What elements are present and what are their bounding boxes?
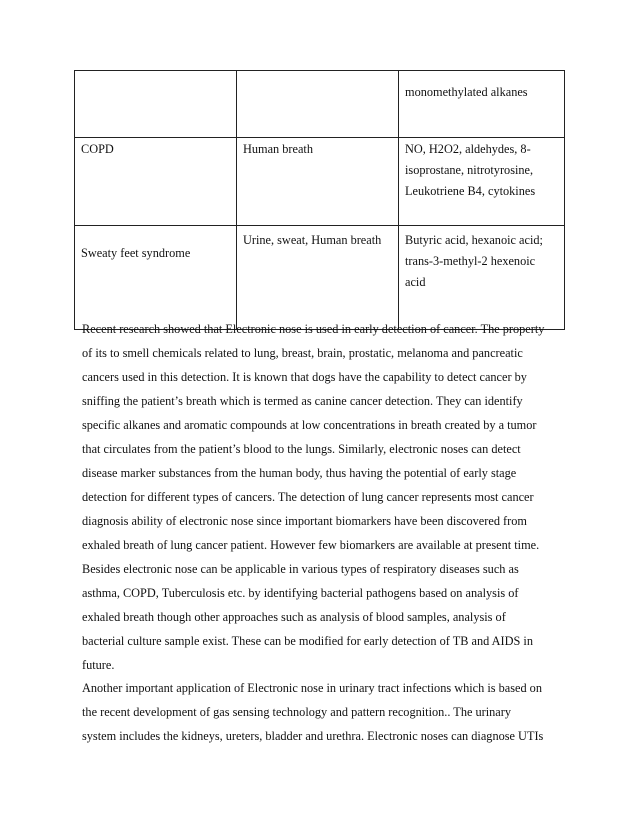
cell-line: monomethylated alkanes [405, 85, 528, 99]
table-cell-biomarkers [399, 226, 565, 330]
biomarker-table [74, 70, 565, 330]
paragraph-urinary-tract [82, 676, 562, 748]
cell-line: acid [405, 275, 426, 289]
text-line: asthma, COPD, Tuberculosis etc. by identifying bacterial pathogens based on analysis of [82, 586, 519, 600]
text-line: sniffing the patient’s breath which is termed as canine cancer detection. They can identify [82, 394, 523, 408]
table-cell-disease [75, 71, 237, 138]
table-row [75, 138, 565, 226]
table-cell-biomarkers [399, 71, 565, 138]
text-line: bacterial culture sample exist. These can be modified for early detection of TB and AIDS in [82, 634, 533, 648]
text-line: Besides electronic nose can be applicable in various types of respiratory diseases such as [82, 562, 519, 576]
cell-line: Leukotriene B4, cytokines [405, 184, 536, 198]
text-line: of its to smell chemicals related to lung, breast, brain, prostatic, melanoma and pancreatic [82, 346, 523, 360]
text-line: system includes the kidneys, ureters, bladder and urethra. Electronic noses can diagnose UTIs [82, 729, 544, 743]
table-cell-biomarkers [399, 138, 565, 226]
table-cell-sample: Urine, sweat, Human breath [237, 226, 399, 330]
table-row [75, 71, 565, 138]
text-line: the recent development of gas sensing technology and pattern recognition.. The urinary [82, 705, 512, 719]
text-line: specific alkanes and aromatic compounds at low concentrations in breath created by a tumor [82, 418, 537, 432]
table-cell-disease: Sweaty feet syndrome [75, 226, 237, 330]
cell-line: NO, H2O2, aldehydes, 8- [405, 142, 531, 156]
text-line: exhaled breath though other approaches such as analysis of blood samples, analysis of [82, 610, 506, 624]
paragraph-respiratory-diseases [82, 557, 562, 677]
cell-line: trans-3-methyl-2 hexenoic [405, 254, 536, 268]
table-cell-sample: Human breath [237, 138, 399, 226]
text-line: that circulates from the patient’s blood to the lungs. Similarly, electronic noses can detect [82, 442, 521, 456]
table-row [75, 226, 565, 330]
paragraph-cancer-detection [82, 317, 562, 557]
text-line: exhaled breath of lung cancer patient. However few biomarkers are available at present time. [82, 538, 540, 552]
text-line: Recent research showed that Electronic nose is used in early detection of cancer. The property [82, 322, 545, 336]
text-line: future. [82, 658, 115, 672]
cell-line: Butyric acid, hexanoic acid; [405, 233, 543, 247]
cell-line: isoprostane, nitrotyrosine, [405, 163, 534, 177]
text-line: disease marker substances from the human body, thus having the potential of early stage [82, 466, 517, 480]
table-cell-sample [237, 71, 399, 138]
text-line: diagnosis ability of electronic nose since important biomarkers have been discovered from [82, 514, 527, 528]
table-cell-disease: COPD [75, 138, 237, 226]
text-line: detection for different types of cancers. The detection of lung cancer represents most cancer [82, 490, 534, 504]
text-line: cancers used in this detection. It is known that dogs have the capability to detect cancer by [82, 370, 527, 384]
text-line: Another important application of Electronic nose in urinary tract infections which is based on [82, 681, 542, 695]
